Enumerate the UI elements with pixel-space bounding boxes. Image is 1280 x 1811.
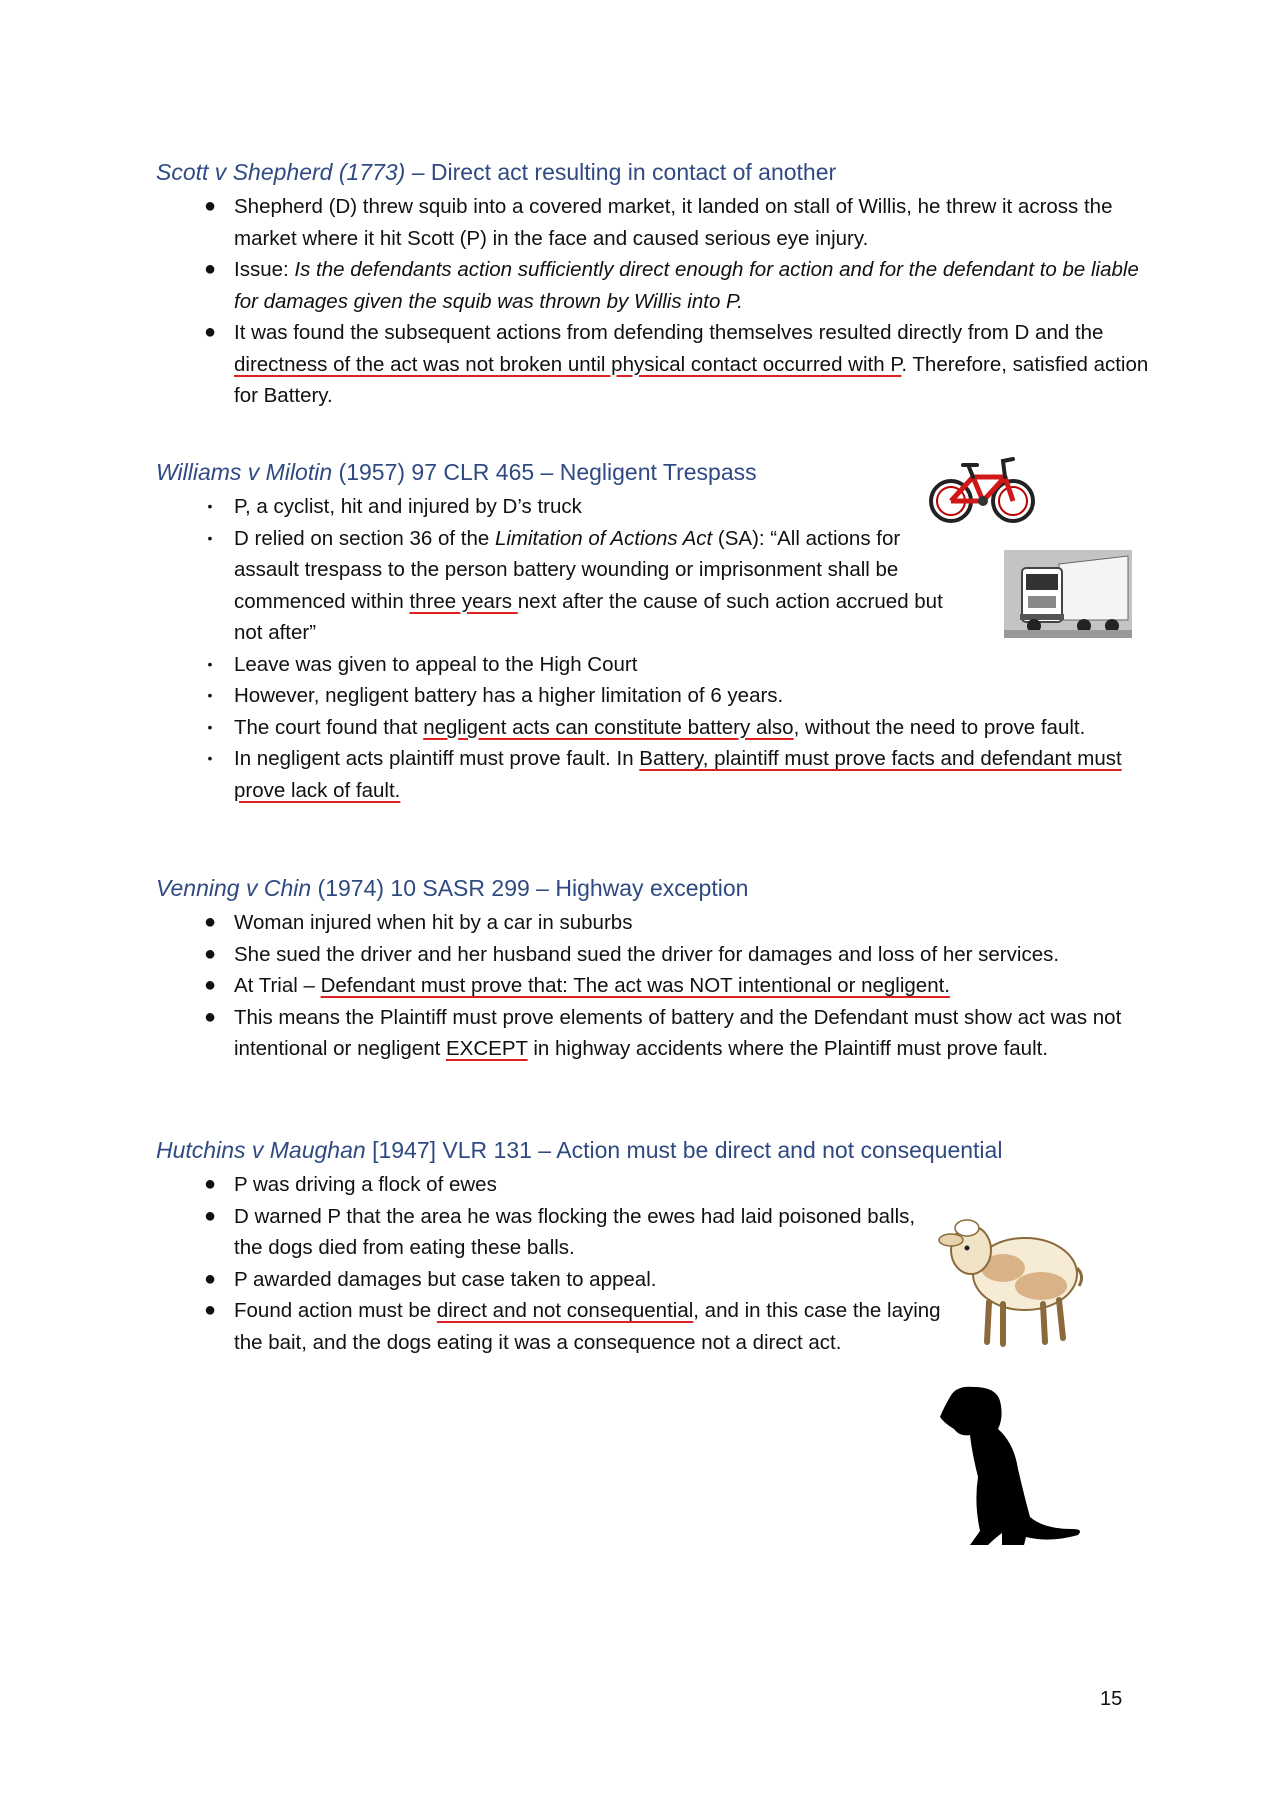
bullet-list bbox=[156, 191, 1156, 412]
bullet-text: This means the Plaintiff must prove elements of battery and the Defendant must show act was not intentional or negligent bbox=[234, 1005, 1122, 1060]
bullet-icon: • bbox=[207, 529, 213, 546]
bullet-icon: • bbox=[207, 655, 213, 672]
underlined-text: direct and not consequential bbox=[436, 1299, 694, 1322]
case-name: Scott v Shepherd (1773) bbox=[156, 159, 406, 185]
bullet-text: P awarded damages but case taken to appeal. bbox=[234, 1267, 657, 1291]
list-item bbox=[156, 254, 1156, 317]
case-citation: [1947] VLR 131 bbox=[365, 1137, 532, 1163]
bullet-icon: ● bbox=[203, 321, 217, 343]
bullet-icon: ● bbox=[203, 1204, 217, 1227]
bullet-text: P was driving a flock of ewes bbox=[234, 1173, 497, 1196]
list-item bbox=[156, 191, 1156, 254]
list-item bbox=[156, 491, 966, 523]
sheep-icon bbox=[933, 1210, 1085, 1352]
case-citation: (1974) 10 SASR 299 bbox=[311, 875, 530, 901]
bullet-text: (SA): “All actions for assault trespass to the person battery wounding or imprisonment shall be commenced within bbox=[234, 526, 901, 613]
page-number: 15 bbox=[1100, 1688, 1123, 1710]
bullet-text: Issue: bbox=[234, 258, 295, 281]
list-item bbox=[156, 970, 1156, 1002]
bullet-icon: ● bbox=[203, 942, 217, 965]
bullet-icon: ● bbox=[203, 1173, 217, 1195]
bullet-text: . Therefore, satisfied action for Battery. bbox=[234, 352, 1149, 407]
case-heading bbox=[156, 873, 1156, 903]
list-item bbox=[156, 1169, 916, 1201]
bullet-icon: ● bbox=[203, 1005, 217, 1028]
list-item bbox=[156, 939, 1156, 971]
bullet-icon: ● bbox=[203, 1299, 217, 1321]
list-item bbox=[156, 907, 1156, 939]
bullet-icon: ● bbox=[203, 974, 217, 996]
underlined-text: negligent acts can constitute battery also bbox=[423, 715, 794, 739]
bicycle-icon bbox=[927, 451, 1037, 525]
list-item bbox=[156, 523, 966, 649]
bullet-list bbox=[156, 1169, 941, 1358]
bullet-text: In negligent acts plaintiff must prove fault. In bbox=[234, 747, 640, 770]
list-item bbox=[156, 317, 1156, 412]
bullet-text: Leave was given to appeal to the High Court bbox=[234, 652, 638, 676]
bullet-text: Found action must be bbox=[234, 1299, 437, 1322]
case-name: Williams v Milotin bbox=[156, 459, 333, 485]
list-item bbox=[156, 1002, 1156, 1065]
act-title: Limitation of Actions Act bbox=[494, 526, 713, 550]
bullet-text: in highway accidents where the Plaintiff must prove fault. bbox=[527, 1037, 1049, 1060]
bullet-text: P, a cyclist, hit and injured by D’s truck bbox=[234, 495, 582, 518]
bullet-icon: • bbox=[207, 687, 213, 703]
case-heading bbox=[156, 1135, 1156, 1165]
bullet-icon: ● bbox=[203, 911, 217, 933]
underlined-text: EXCEPT bbox=[446, 1037, 528, 1060]
bullet-text: , and in this case the laying the bait, and the dogs eating it was a consequence not a direct act. bbox=[234, 1299, 941, 1354]
list-item bbox=[156, 680, 1234, 712]
case-citation: (1957) 97 CLR 465 bbox=[332, 459, 535, 485]
bullet-text: At Trial – bbox=[234, 974, 321, 997]
issue-text: Is the defendants action sufficiently direct enough for action and for the defendant to be liable for damages given the squib was thrown by Willis into P. bbox=[234, 258, 1139, 313]
bullet-text: Woman injured when hit by a car in suburbs bbox=[234, 911, 633, 934]
list-item bbox=[156, 1201, 916, 1264]
case-topic: – Negligent Trespass bbox=[534, 459, 757, 485]
dog-silhouette-icon bbox=[940, 1383, 1086, 1549]
underlined-text: three years bbox=[409, 589, 518, 613]
list-item bbox=[156, 712, 1154, 744]
underlined-text: Defendant must prove that: The act was NOT intentional or negligent. bbox=[320, 974, 950, 997]
truck-icon bbox=[1004, 550, 1132, 638]
bullet-icon: ● bbox=[203, 258, 217, 280]
list-item bbox=[156, 1295, 954, 1358]
case-topic: – Highway exception bbox=[529, 875, 749, 901]
bullet-text: D relied on section 36 of the bbox=[234, 526, 495, 550]
bullet-text: She sued the driver and her husband sued the driver for damages and loss of her services. bbox=[234, 942, 1060, 966]
bullet-text: The court found that bbox=[234, 715, 424, 739]
underlined-text: Battery, plaintiff must prove facts and defendant must prove lack of fault. bbox=[234, 747, 1122, 802]
bullet-icon: ● bbox=[203, 195, 217, 217]
bullet-list bbox=[156, 907, 1156, 1065]
list-item bbox=[156, 1264, 916, 1296]
bullet-text: However, negligent battery has a higher limitation of 6 years. bbox=[234, 684, 784, 707]
case-venning-v-chin bbox=[156, 873, 1156, 1065]
case-scott-v-shepherd bbox=[156, 157, 1156, 412]
case-heading bbox=[156, 157, 1156, 187]
bullet-text: next after the cause of such action accrued but not after” bbox=[234, 589, 943, 644]
list-item bbox=[156, 649, 1234, 681]
bullet-icon: • bbox=[207, 750, 213, 766]
bullet-text: , without the need to prove fault. bbox=[793, 715, 1086, 739]
bullet-icon: • bbox=[207, 498, 213, 514]
case-name: Hutchins v Maughan bbox=[156, 1137, 366, 1163]
underlined-text: directness of the act was not broken until physical contact occurred with P bbox=[234, 352, 902, 376]
bullet-text: D warned P that the area he was flocking the ewes had laid poisoned balls, the dogs died from eating these balls. bbox=[234, 1204, 916, 1259]
case-name: Venning v Chin bbox=[156, 875, 312, 901]
bullet-list bbox=[156, 491, 1122, 806]
case-topic: – Direct act resulting in contact of another bbox=[405, 159, 837, 185]
bullet-text: It was found the subsequent actions from defending themselves resulted directly from D and the bbox=[234, 321, 1104, 344]
bullet-text: Shepherd (D) threw squib into a covered market, it landed on stall of Willis, he threw it across the market where it hit Scott (P) in the face and caused serious eye injury. bbox=[234, 195, 1113, 250]
bullet-icon: • bbox=[207, 718, 213, 735]
case-topic: – Action must be direct and not consequential bbox=[531, 1137, 1003, 1163]
list-item bbox=[156, 743, 1154, 806]
bullet-icon: ● bbox=[203, 1267, 217, 1290]
